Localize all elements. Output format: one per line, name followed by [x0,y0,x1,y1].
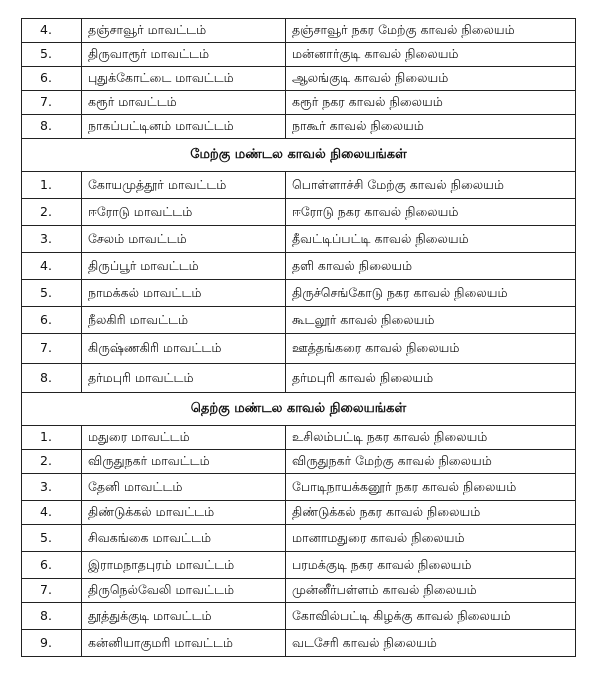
district-name: தேனி மாவட்டம் [82,474,286,501]
table-row [22,67,576,91]
serial-number: 6. [22,67,82,91]
table-row [22,334,576,364]
station-name: தஞ்சாவூர் நகர மேற்கு காவல் நிலையம் [286,19,576,43]
serial-number: 7. [22,91,82,115]
serial-number: 1. [22,426,82,450]
district-name: திருவாரூர் மாவட்டம் [82,43,286,67]
station-name: பரமக்குடி நகர காவல் நிலையம் [286,552,576,579]
district-name: திருப்பூர் மாவட்டம் [82,253,286,280]
district-name: நாகப்பட்டினம் மாவட்டம் [82,115,286,139]
serial-number: 8. [22,115,82,139]
district-name: கரூர் மாவட்டம் [82,91,286,115]
serial-number: 4. [22,19,82,43]
district-name: திருநெல்வேலி மாவட்டம் [82,579,286,603]
serial-number: 8. [22,603,82,630]
table-row [22,43,576,67]
station-name: விருதுநகர் மேற்கு காவல் நிலையம் [286,450,576,474]
table-row [22,226,576,253]
serial-number: 2. [22,450,82,474]
table-row [22,501,576,525]
station-name: திருச்செங்கோடு நகர காவல் நிலையம் [286,280,576,307]
station-name: வடசேரி காவல் நிலையம் [286,630,576,657]
serial-number: 9. [22,630,82,657]
station-name: மன்னார்குடி காவல் நிலையம் [286,43,576,67]
district-name: கோயமுத்தூர் மாவட்டம் [82,172,286,199]
district-name: கன்னியாகுமரி மாவட்டம் [82,630,286,657]
district-name: திண்டுக்கல் மாவட்டம் [82,501,286,525]
serial-number: 2. [22,199,82,226]
south-zone-heading: தெற்கு மண்டல காவல் நிலையங்கள் [22,393,576,426]
station-name: மானாமதுரை காவல் நிலையம் [286,525,576,552]
station-name: போடிநாயக்கனூர் நகர காவல் நிலையம் [286,474,576,501]
district-name: நீலகிரி மாவட்டம் [82,307,286,334]
district-name: தர்மபுரி மாவட்டம் [82,364,286,393]
table-row [22,630,576,657]
table-row [22,525,576,552]
station-name: முன்னீர்பள்ளம் காவல் நிலையம் [286,579,576,603]
table-row [22,426,576,450]
serial-number: 3. [22,474,82,501]
district-name: கிருஷ்ணகிரி மாவட்டம் [82,334,286,364]
table-row [22,364,576,393]
police-stations-table [21,18,576,657]
serial-number: 5. [22,43,82,67]
table-row [22,603,576,630]
table-row [22,199,576,226]
district-name: நாமக்கல் மாவட்டம் [82,280,286,307]
table-row [22,579,576,603]
serial-number: 5. [22,525,82,552]
station-name: உசிலம்பட்டி நகர காவல் நிலையம் [286,426,576,450]
serial-number: 5. [22,280,82,307]
station-name: தளி காவல் நிலையம் [286,253,576,280]
district-name: ஈரோடு மாவட்டம் [82,199,286,226]
west-zone-heading: மேற்கு மண்டல காவல் நிலையங்கள் [22,139,576,172]
table-row [22,552,576,579]
station-name: தர்மபுரி காவல் நிலையம் [286,364,576,393]
table-row [22,172,576,199]
table-row [22,280,576,307]
table-row [22,253,576,280]
serial-number: 8. [22,364,82,393]
serial-number: 6. [22,552,82,579]
station-name: கூடலூர் காவல் நிலையம் [286,307,576,334]
serial-number: 4. [22,501,82,525]
table-row [22,450,576,474]
station-name: நாகூர் காவல் நிலையம் [286,115,576,139]
table-row [22,115,576,139]
table-row [22,91,576,115]
table-row [22,307,576,334]
station-name: ஆலங்குடி காவல் நிலையம் [286,67,576,91]
station-name: தீவட்டிப்பட்டி காவல் நிலையம் [286,226,576,253]
serial-number: 4. [22,253,82,280]
station-name: கோவில்பட்டி கிழக்கு காவல் நிலையம் [286,603,576,630]
serial-number: 7. [22,579,82,603]
district-name: தூத்துக்குடி மாவட்டம் [82,603,286,630]
table-row [22,19,576,43]
district-name: இராமநாதபுரம் மாவட்டம் [82,552,286,579]
serial-number: 7. [22,334,82,364]
district-name: சேலம் மாவட்டம் [82,226,286,253]
station-name: கரூர் நகர காவல் நிலையம் [286,91,576,115]
district-name: தஞ்சாவூர் மாவட்டம் [82,19,286,43]
district-name: விருதுநகர் மாவட்டம் [82,450,286,474]
station-name: ஈரோடு நகர காவல் நிலையம் [286,199,576,226]
district-name: புதுக்கோட்டை மாவட்டம் [82,67,286,91]
serial-number: 6. [22,307,82,334]
district-name: மதுரை மாவட்டம் [82,426,286,450]
station-name: ஊத்தங்கரை காவல் நிலையம் [286,334,576,364]
section-heading-row [22,139,576,172]
serial-number: 1. [22,172,82,199]
station-name: பொள்ளாச்சி மேற்கு காவல் நிலையம் [286,172,576,199]
table-row [22,474,576,501]
section-heading-row [22,393,576,426]
district-name: சிவகங்கை மாவட்டம் [82,525,286,552]
serial-number: 3. [22,226,82,253]
station-name: திண்டுக்கல் நகர காவல் நிலையம் [286,501,576,525]
